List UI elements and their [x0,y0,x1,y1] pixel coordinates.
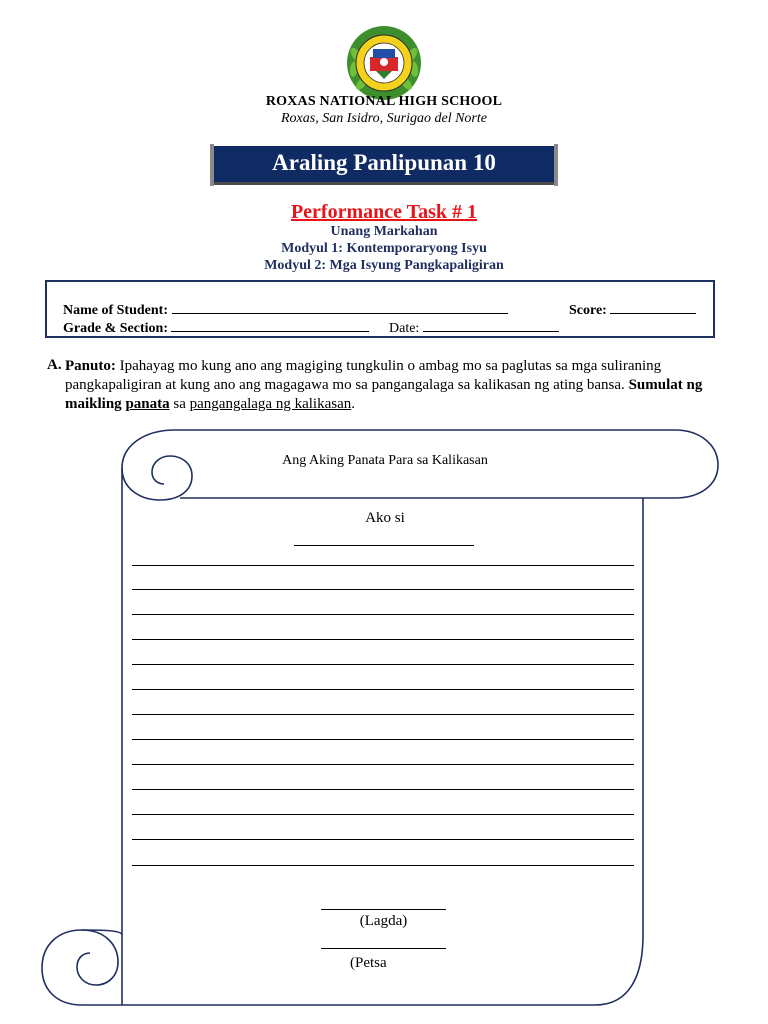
signature-line[interactable] [321,897,446,910]
student-info-box [45,280,715,338]
task-title [0,201,768,224]
instruction-letter: A. [47,357,62,373]
student-name-row [63,300,508,319]
instruction-body: Ipahayag mo kung ano ang magiging tungkulin o ambag mo sa paglutas sa mga suliraning pangkapaligiran at kung ano ang magagawa mo sa pangangalaga sa kalikasan ng ating bansa. [65,358,662,393]
score-row [569,300,696,319]
instruction-label: Panuto: [65,358,116,374]
school-seal-logo [346,25,422,101]
pledge-writing-line[interactable] [132,688,634,690]
grade-section-row [63,318,369,337]
score-field[interactable] [610,300,696,314]
grade-section-label: Grade & Section: [63,321,168,336]
pledge-writing-line[interactable] [132,813,634,815]
pledge-date-line[interactable] [321,934,446,949]
school-address: Roxas, San Isidro, Surigao del Norte [281,111,487,126]
instruction-end: . [351,396,355,412]
pledge-writing-line[interactable] [132,838,634,840]
module-2-label: Modyul 2: Mga Isyung Pangkapaligiran [264,258,504,273]
task-title-text: Performance Task # 1 [290,201,478,223]
pledge-date-label: (Petsa [350,955,387,971]
subject-banner [208,144,560,188]
subject-title: Araling Panlipunan 10 [272,150,496,175]
student-name-label: Name of Student: [63,303,168,318]
pledge-writing-line[interactable] [132,864,634,866]
score-label: Score: [569,303,607,318]
grade-section-field[interactable] [171,318,369,332]
pledge-writing-line[interactable] [132,663,634,665]
pledge-writing-line[interactable] [132,738,634,740]
pledge-opening: Ako si [365,510,405,526]
pledge-writing-line[interactable] [132,613,634,615]
school-name: ROXAS NATIONAL HIGH SCHOOL [265,94,503,109]
instruction-bold-underline: panata [125,396,170,412]
instruction-bold: Sumulat ng maikling [65,377,703,412]
pledge-name-line[interactable] [294,528,474,546]
date-row [389,318,559,337]
date-label: Date: [389,321,420,336]
student-name-field[interactable] [172,300,508,314]
module-1-label: Modyul 1: Kontemporaryong Isyu [281,241,487,256]
instruction-underline: pangangalaga ng kalikasan [189,396,352,412]
pledge-writing-line[interactable] [132,763,634,765]
signature-label: (Lagda) [359,913,408,929]
instruction-text [65,357,705,414]
pledge-writing-line[interactable] [132,638,634,640]
instruction-connector: sa [169,396,190,412]
pledge-writing-line[interactable] [132,713,634,715]
pledge-writing-line[interactable] [132,588,634,590]
pledge-writing-line[interactable] [132,564,634,566]
date-field[interactable] [423,318,559,332]
quarter-label: Unang Markahan [330,224,438,239]
pledge-writing-line[interactable] [132,788,634,790]
pledge-title: Ang Aking Panata Para sa Kalikasan [282,453,488,468]
